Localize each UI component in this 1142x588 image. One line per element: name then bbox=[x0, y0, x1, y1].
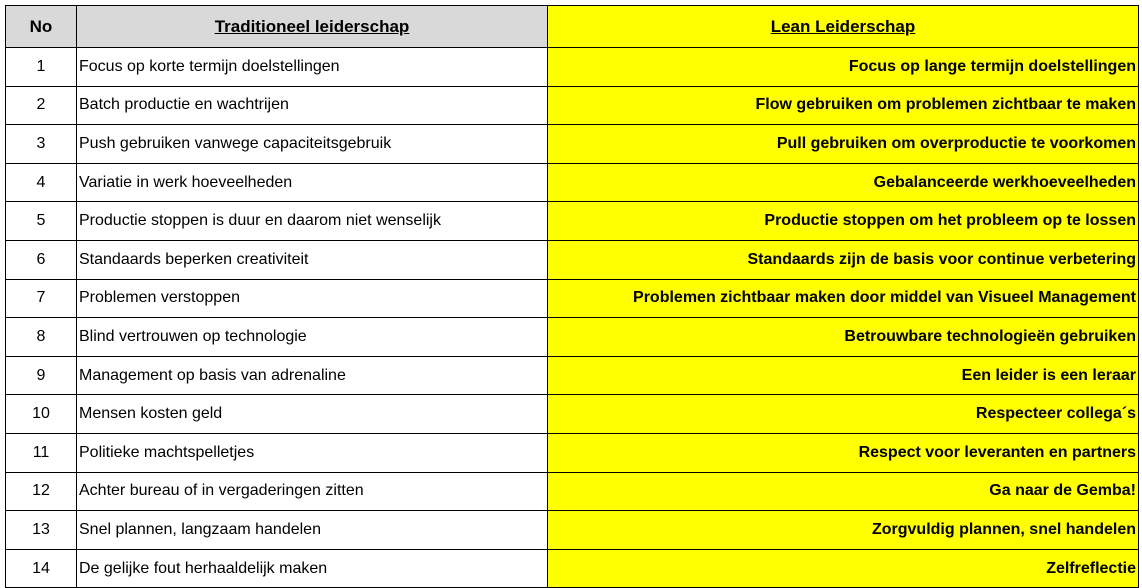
row-number: 8 bbox=[6, 318, 77, 357]
row-number: 12 bbox=[6, 472, 77, 511]
table-row bbox=[6, 472, 1139, 511]
lean-cell: Pull gebruiken om overproductie te voorkomen bbox=[548, 125, 1139, 164]
table-row bbox=[6, 202, 1139, 241]
header-no: No bbox=[6, 6, 77, 48]
traditional-cell: Blind vertrouwen op technologie bbox=[77, 318, 548, 357]
traditional-cell: Push gebruiken vanwege capaciteitsgebruik bbox=[77, 125, 548, 164]
traditional-cell: Snel plannen, langzaam handelen bbox=[77, 511, 548, 550]
lean-cell: Focus op lange termijn doelstellingen bbox=[548, 48, 1139, 87]
row-number: 1 bbox=[6, 48, 77, 87]
table-row bbox=[6, 395, 1139, 434]
traditional-cell: De gelijke fout herhaaldelijk maken bbox=[77, 549, 548, 588]
table-row bbox=[6, 279, 1139, 318]
row-number: 9 bbox=[6, 356, 77, 395]
traditional-cell: Achter bureau of in vergaderingen zitten bbox=[77, 472, 548, 511]
lean-cell: Zorgvuldig plannen, snel handelen bbox=[548, 511, 1139, 550]
lean-cell: Zelfreflectie bbox=[548, 549, 1139, 588]
traditional-cell: Politieke machtspelletjes bbox=[77, 433, 548, 472]
lean-cell: Flow gebruiken om problemen zichtbaar te maken bbox=[548, 86, 1139, 125]
table-row bbox=[6, 549, 1139, 588]
table-row bbox=[6, 86, 1139, 125]
traditional-cell: Management op basis van adrenaline bbox=[77, 356, 548, 395]
row-number: 4 bbox=[6, 163, 77, 202]
row-number: 10 bbox=[6, 395, 77, 434]
table-row bbox=[6, 48, 1139, 87]
lean-cell: Respect voor leveranten en partners bbox=[548, 433, 1139, 472]
table-row bbox=[6, 125, 1139, 164]
row-number: 14 bbox=[6, 549, 77, 588]
table-row bbox=[6, 433, 1139, 472]
lean-cell: Gebalanceerde werkhoeveelheden bbox=[548, 163, 1139, 202]
header-lean: Lean Leiderschap bbox=[548, 6, 1139, 48]
row-number: 2 bbox=[6, 86, 77, 125]
table-row bbox=[6, 318, 1139, 357]
lean-cell: Betrouwbare technologieën gebruiken bbox=[548, 318, 1139, 357]
header-traditional: Traditioneel leiderschap bbox=[77, 6, 548, 48]
row-number: 13 bbox=[6, 511, 77, 550]
traditional-cell: Standaards beperken creativiteit bbox=[77, 240, 548, 279]
traditional-cell: Productie stoppen is duur en daarom niet wenselijk bbox=[77, 202, 548, 241]
table-row bbox=[6, 163, 1139, 202]
row-number: 7 bbox=[6, 279, 77, 318]
comparison-table bbox=[5, 5, 1139, 588]
table-row bbox=[6, 511, 1139, 550]
traditional-cell: Focus op korte termijn doelstellingen bbox=[77, 48, 548, 87]
lean-cell: Een leider is een leraar bbox=[548, 356, 1139, 395]
row-number: 5 bbox=[6, 202, 77, 241]
traditional-cell: Variatie in werk hoeveelheden bbox=[77, 163, 548, 202]
lean-cell: Respecteer collega´s bbox=[548, 395, 1139, 434]
row-number: 6 bbox=[6, 240, 77, 279]
table-row bbox=[6, 240, 1139, 279]
traditional-cell: Batch productie en wachtrijen bbox=[77, 86, 548, 125]
header-row bbox=[6, 6, 1139, 48]
lean-cell: Standaards zijn de basis voor continue verbetering bbox=[548, 240, 1139, 279]
row-number: 11 bbox=[6, 433, 77, 472]
table-row bbox=[6, 356, 1139, 395]
lean-cell: Problemen zichtbaar maken door middel van Visueel Management bbox=[548, 279, 1139, 318]
row-number: 3 bbox=[6, 125, 77, 164]
lean-cell: Ga naar de Gemba! bbox=[548, 472, 1139, 511]
traditional-cell: Problemen verstoppen bbox=[77, 279, 548, 318]
lean-cell: Productie stoppen om het probleem op te lossen bbox=[548, 202, 1139, 241]
traditional-cell: Mensen kosten geld bbox=[77, 395, 548, 434]
